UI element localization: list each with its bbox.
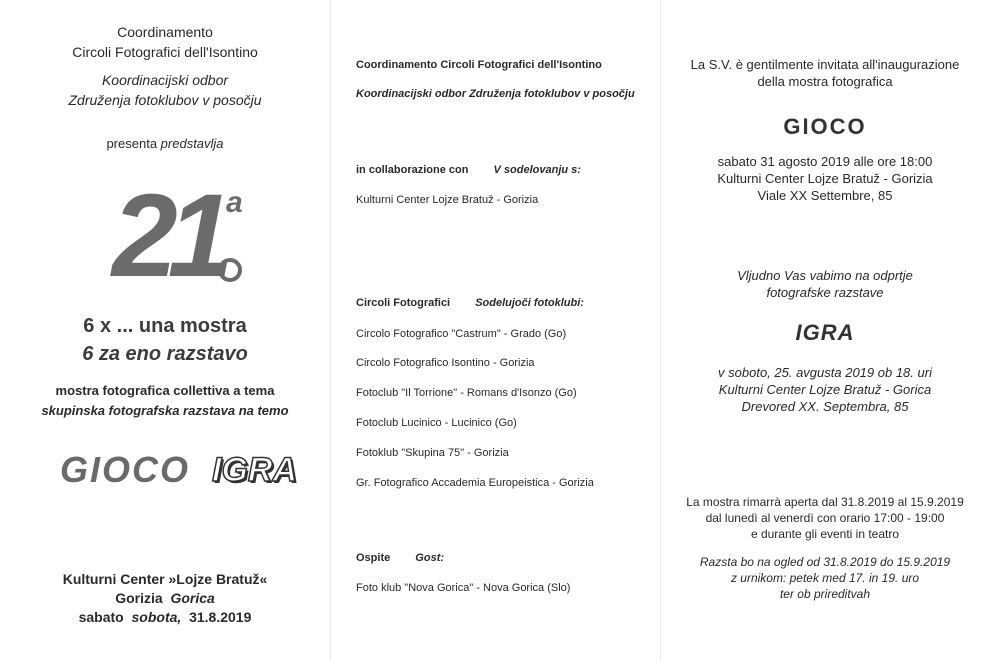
club-item: Circolo Fotografico Isontino - Gorizia [356, 357, 535, 369]
invite-sl [660, 267, 990, 301]
organizer-sl [0, 70, 330, 110]
organizer-sl-line: Koordinacijski odbor Združenja fotoklubov v posočju [356, 88, 635, 100]
date: 31.8.2019 [189, 609, 252, 625]
title-sl: 6 za eno razstavo [82, 343, 248, 365]
organizer-it-line: Coordinamento Circoli Fotografici dell'Isontino [356, 59, 602, 71]
club-item: Gr. Fotografico Accademia Europeistica - Gorizia [356, 477, 594, 489]
edition-number: 21 [112, 170, 224, 302]
presenta-it: presenta [106, 136, 158, 151]
theme-it: GIOCO [60, 449, 191, 490]
hours-it [660, 494, 990, 542]
hours-sl-line1: Razsta bo na ogled od 31.8.2019 do 15.9.2019 [699, 555, 951, 569]
details-sl [660, 364, 990, 415]
city-it: Gorizia [115, 590, 163, 606]
city-sl: Gorica [170, 590, 215, 606]
collaboration-sl: V sodelovanju s: [493, 164, 581, 176]
invite-it-line1: La S.V. è gentilmente invitata all'inaugurazione [690, 57, 960, 72]
city-line [0, 589, 330, 608]
invitation-panel [660, 0, 990, 661]
club-item: Fotoklub "Skupina 75" - Gorizia [356, 447, 509, 459]
club-item: Fotoclub "Il Torrione" - Romans d'Isonzo (Go) [356, 387, 577, 399]
guest-club: Foto klub "Nova Gorica" - Nova Gorica (Slo) [356, 582, 571, 594]
invite-sl-line1: Vljudno Vas vabimo na odprtje [737, 268, 913, 283]
clubs-heading-sl: Sodelujoči fotoklubi: [475, 297, 584, 309]
invite-title-sl: IGRA [795, 320, 855, 345]
details-sl-venue: Kulturni Center Lojze Bratuž - Gorica [718, 382, 932, 397]
organizer-it [0, 22, 330, 62]
invite-it [660, 56, 990, 90]
venue: Kulturni Center »Lojze Bratuž« [62, 571, 268, 587]
club-item: Circolo Fotografico "Castrum" - Grado (Go) [356, 328, 567, 340]
hours-it-line2: dal lunedì al venerdì con orario 17:00 - 19:00 [705, 511, 945, 525]
details-it-venue: Kulturni Center Lojze Bratuž - Gorizia [717, 171, 933, 186]
organizer-sl-line1: Koordinacijski odbor [101, 72, 229, 88]
hours-it-line3: e durante gli eventi in teatro [750, 527, 900, 541]
details-sl-date: v soboto, 25. avgusta 2019 ob 18. uri [718, 365, 932, 380]
day-it: sabato [78, 609, 124, 625]
presenta-sl: predstavlja [160, 136, 224, 151]
invite-sl-line2: fotografske razstave [766, 285, 884, 300]
participants-panel [330, 0, 660, 661]
details-it [660, 153, 990, 204]
collaboration-partner: Kulturni Center Lojze Bratuž - Gorizia [356, 194, 539, 206]
title-it: 6 x ... una mostra [83, 315, 247, 337]
clubs-heading [356, 296, 650, 310]
guest-heading-it: Ospite [356, 552, 391, 564]
theme-sl: IGRA [212, 451, 297, 489]
details-sl-address: Drevored XX. Septembra, 85 [741, 399, 909, 414]
day-sl: sobota, [131, 609, 182, 625]
guest-heading [356, 551, 650, 565]
club-item: Fotoclub Lucinico - Lucinico (Go) [356, 417, 517, 429]
cover-panel [0, 0, 330, 661]
guest-heading-sl: Gost: [415, 552, 445, 564]
details-it-date: sabato 31 agosto 2019 alle ore 18:00 [717, 154, 933, 169]
details-it-address: Viale XX Settembre, 85 [757, 188, 893, 203]
subtitle-sl: skupinska fotografska razstava na temo [41, 403, 289, 418]
subtitle-it: mostra fotografica collettiva a tema [55, 383, 275, 398]
collaboration-heading [356, 163, 650, 177]
date-line [0, 608, 330, 627]
clubs-heading-it: Circoli Fotografici [356, 297, 451, 309]
organizer-it-line1: Coordinamento [117, 24, 213, 40]
hours-sl-line3: ter ob prireditvah [779, 587, 871, 601]
edition-suffix: a [226, 186, 243, 219]
invite-it-line2: della mostra fotografica [757, 74, 893, 89]
collaboration-it: in collaborazione con [356, 164, 469, 176]
ordinal-circle [218, 258, 242, 282]
hours-it-line1: La mostra rimarrà aperta dal 31.8.2019 al 15.9.2019 [686, 495, 964, 509]
invite-title-it: GIOCO [783, 114, 867, 139]
organizer-it-line2: Circoli Fotografici dell'Isontino [72, 44, 258, 60]
hours-sl-line2: z urnikom: petek med 17. in 19. uro [730, 571, 920, 585]
organizer-sl-line2: Združenja fotoklubov v posočju [68, 92, 262, 108]
hours-sl [660, 554, 990, 602]
presenta-line [0, 134, 330, 153]
